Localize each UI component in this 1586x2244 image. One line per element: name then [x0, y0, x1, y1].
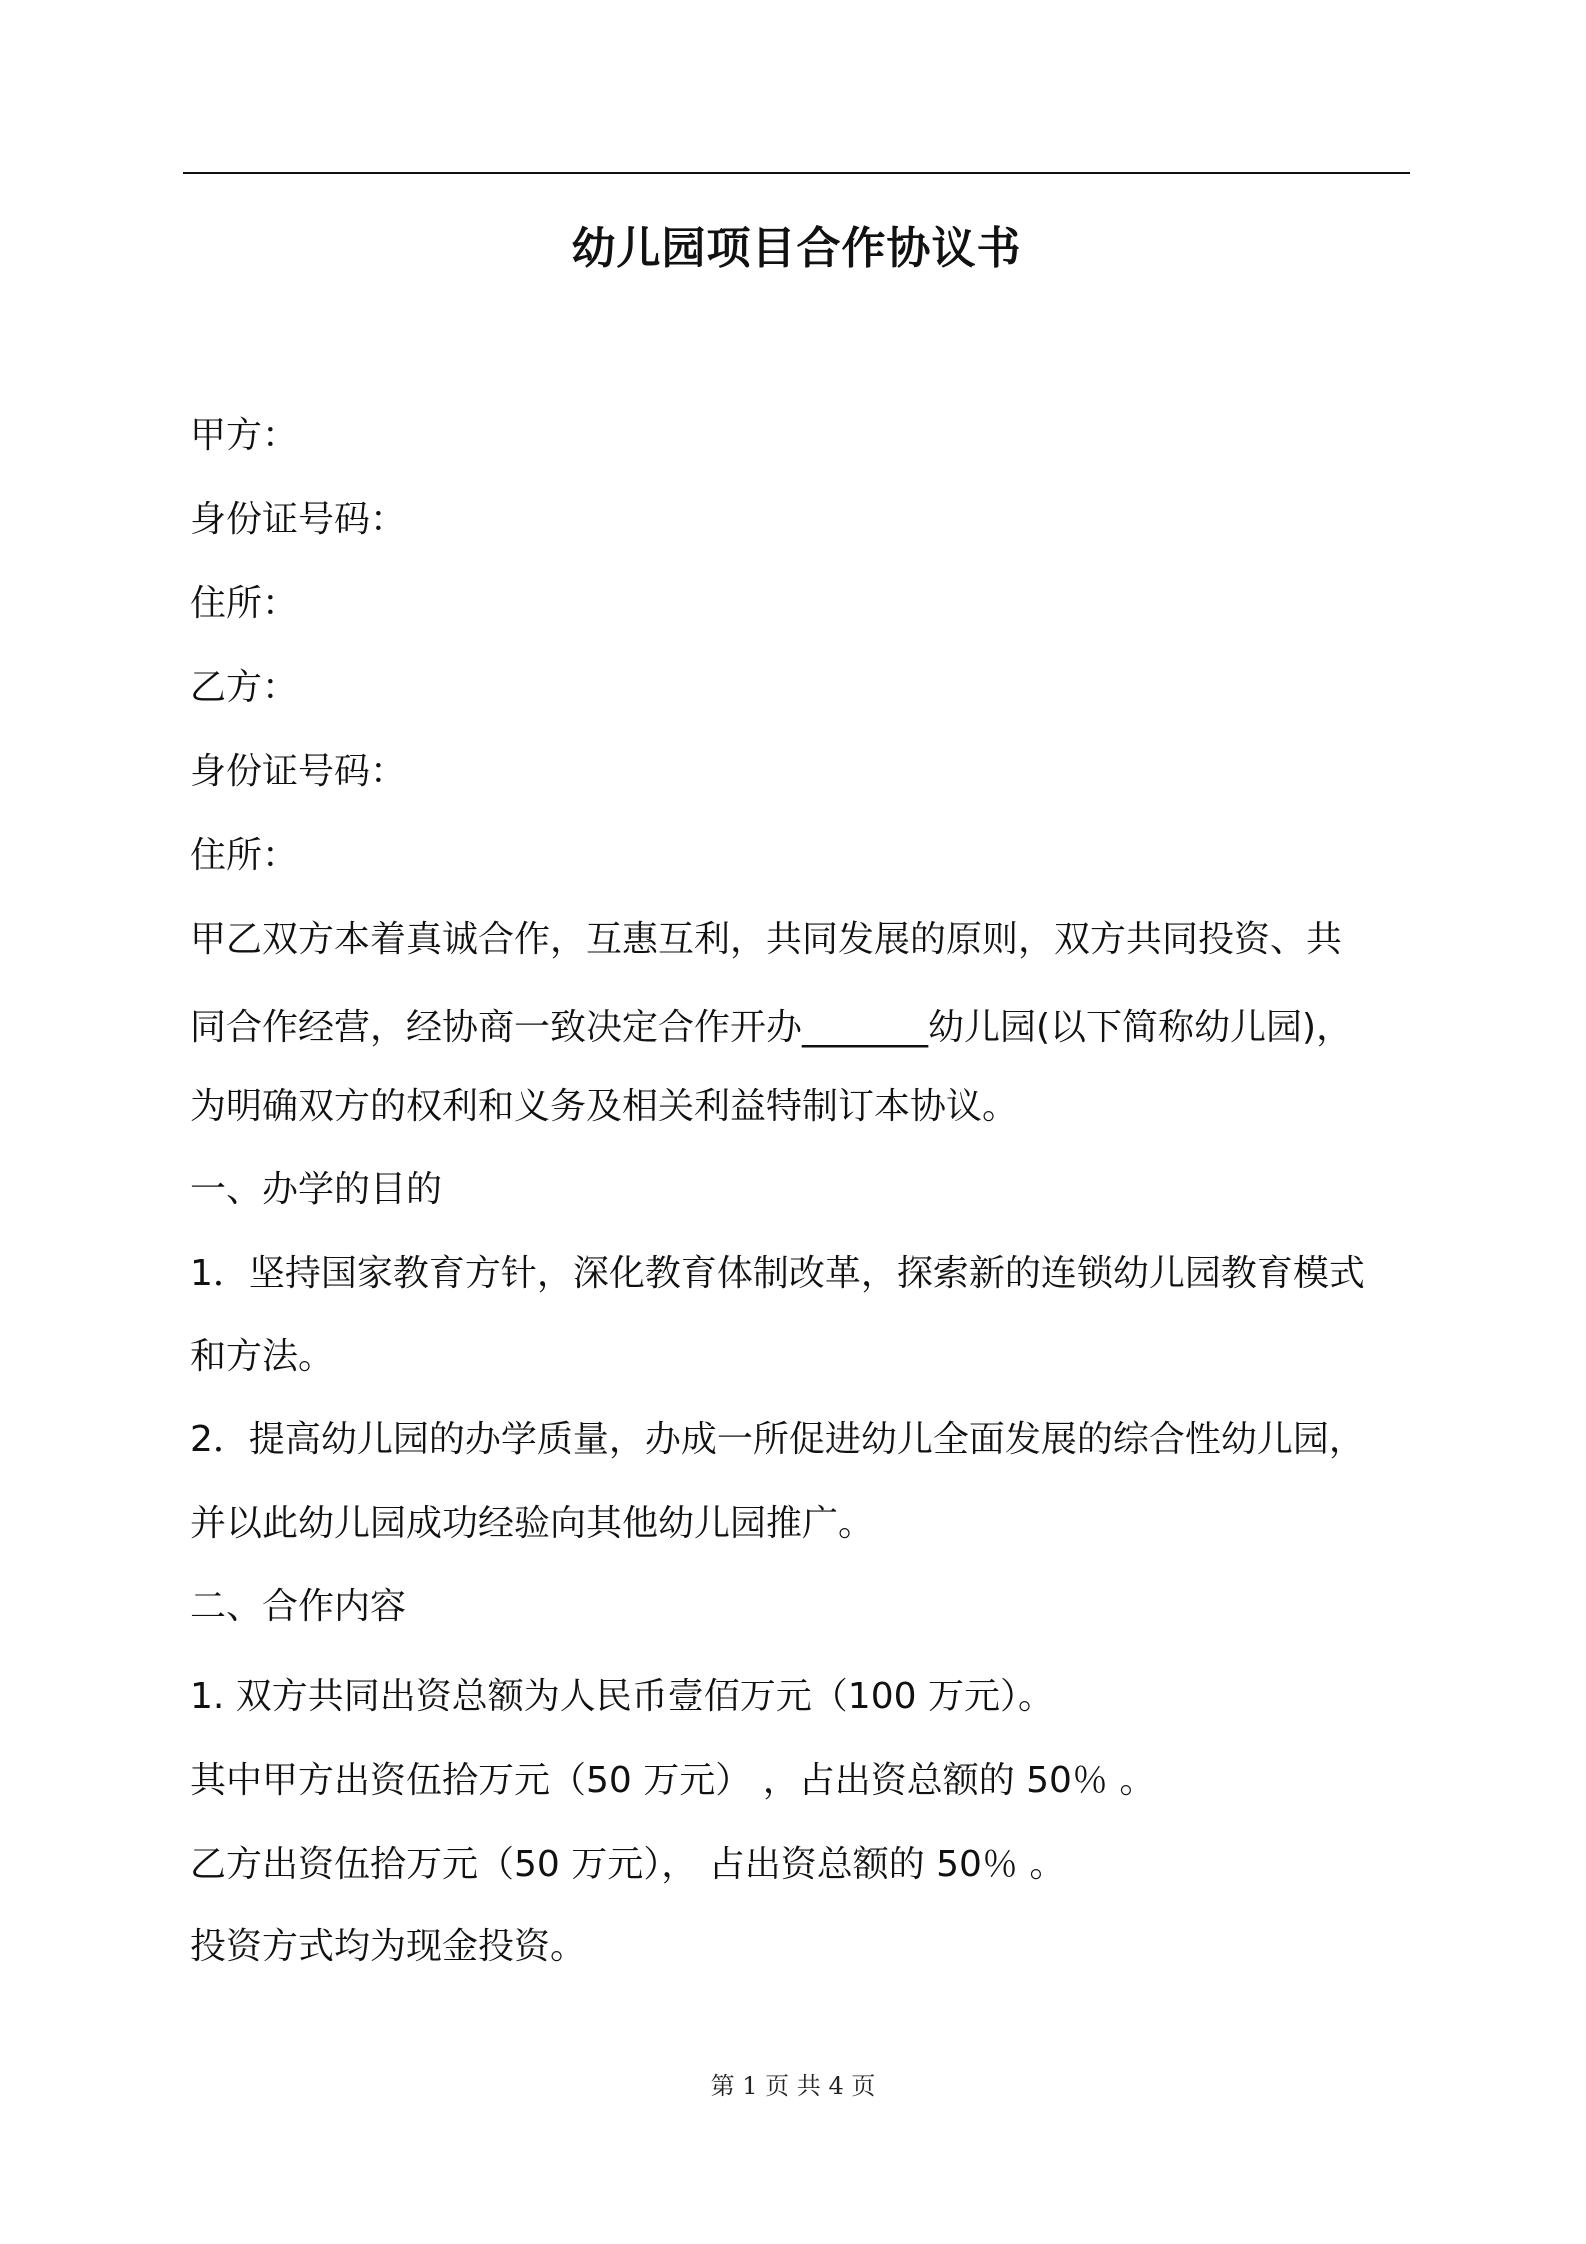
party-b-id-label: 身份证号码：: [190, 751, 407, 792]
party-b-label: 乙方：: [190, 667, 299, 708]
party-a-address-label: 住所：: [190, 583, 299, 624]
preamble-line-2: 同合作经营，经协商一致决定合作开办_______幼儿园(以下简称幼儿园)，: [190, 1007, 1353, 1048]
header-rule: [183, 172, 1410, 174]
clause-1-2-line-1: 2．提高幼儿园的办学质量，办成一所促进幼儿全面发展的综合性幼儿园，: [190, 1419, 1365, 1460]
party-a-investment: 其中甲方出资伍拾万元（50 万元） ，占出资总额的 50％ 。: [190, 1760, 1156, 1801]
section-heading-2: 二、合作内容: [190, 1586, 407, 1627]
investment-method: 投资方式均为现金投资。: [190, 1926, 587, 1967]
clause-1-2-line-2: 并以此幼儿园成功经验向其他幼儿园推广。: [190, 1503, 875, 1544]
page-number: 第 1 页 共 4 页: [710, 2072, 876, 2100]
clause-1-1-line-1: 1．坚持国家教育方针，深化教育体制改革，探索新的连锁幼儿园教育模式: [190, 1253, 1365, 1294]
section-heading-1: 一、办学的目的: [190, 1169, 443, 1210]
party-b-investment: 乙方出资伍拾万元（50 万元）， 占出资总额的 50％ 。: [190, 1844, 1066, 1885]
party-b-address-label: 住所：: [190, 835, 299, 876]
preamble-line-1: 甲乙双方本着真诚合作，互惠互利，共同发展的原则，双方共同投资、共: [190, 919, 1343, 960]
party-a-id-label: 身份证号码：: [190, 499, 407, 540]
document-title: 幼儿园项目合作协议书: [571, 223, 1022, 274]
clause-1-1-line-2: 和方法。: [190, 1336, 335, 1377]
party-a-label: 甲方：: [190, 415, 299, 456]
clause-2-1: 1. 双方共同出资总额为人民币壹佰万元（100 万元）。: [190, 1676, 1054, 1717]
preamble-line-3: 为明确双方的权利和义务及相关利益特制订本协议。: [190, 1086, 1019, 1127]
